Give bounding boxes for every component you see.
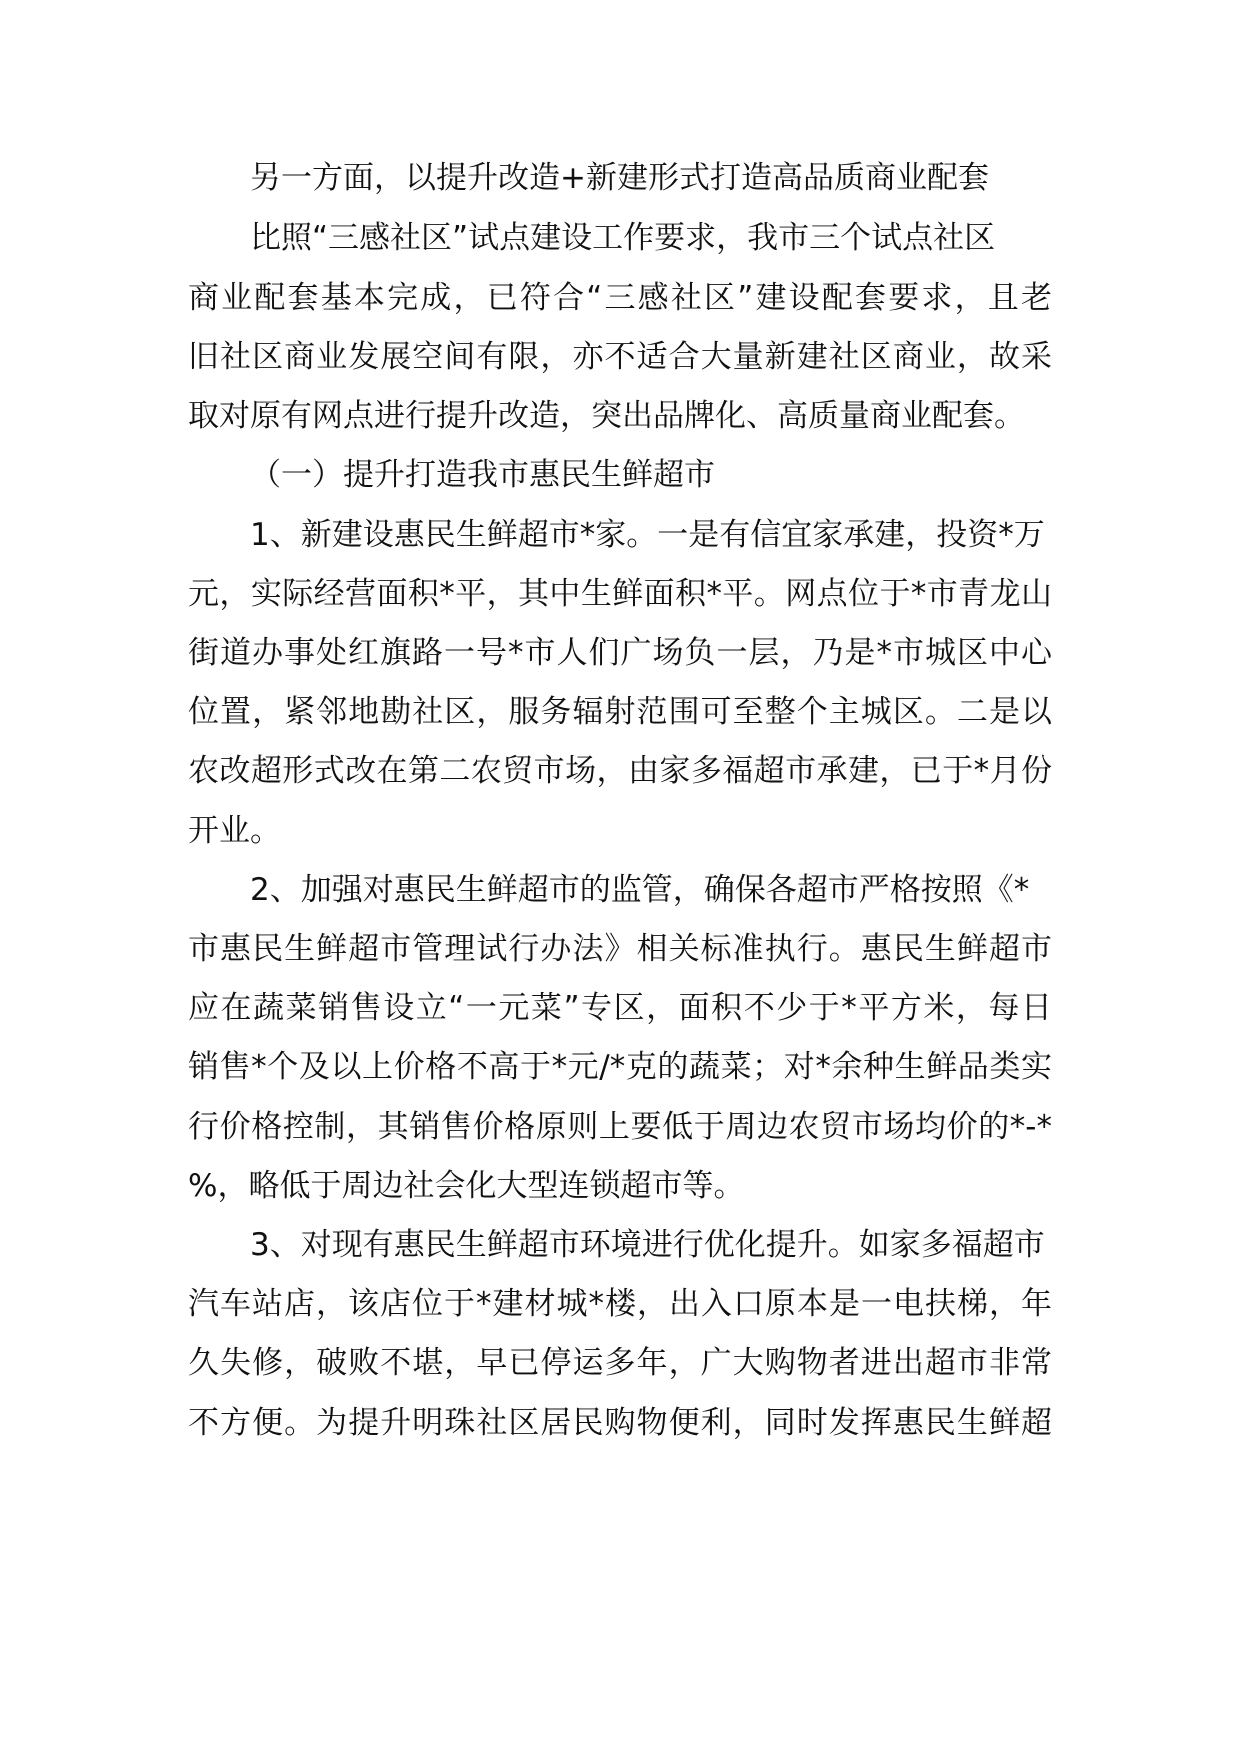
paragraph-line: %，略低于周边社会化大型连锁超市等。 <box>188 1168 745 1204</box>
paragraph-line: 销售*个及以上价格不高于*元/*克的蔬菜；对*余种生鲜品类实 <box>188 1049 1052 1085</box>
paragraph-line: 另一方面，以提升改造+新建形式打造高品质商业配套 <box>250 160 989 196</box>
paragraph-line: 3、对现有惠民生鲜超市环境进行优化提升。如家多福超市 <box>250 1227 1045 1263</box>
paragraph-line: 开业。 <box>188 813 281 849</box>
paragraph-line: 农改超形式改在第二农贸市场，由家多福超市承建，已于*月份 <box>188 753 1052 789</box>
paragraph-line: 商业配套基本完成，已符合“三感社区”建设配套要求，且老 <box>188 280 1052 316</box>
paragraph-line: 位置，紧邻地勘社区，服务辐射范围可至整个主城区。二是以 <box>188 694 1052 730</box>
paragraph-line: 行价格控制，其销售价格原则上要低于周边农贸市场均价的*-* <box>188 1109 1052 1145</box>
paragraph-line: 应在蔬菜销售设立“一元菜”专区，面积不少于*平方米，每日 <box>188 990 1052 1026</box>
paragraph-line: 街道办事处红旗路一号*市人们广场负一层，乃是*市城区中心 <box>188 635 1052 671</box>
paragraph-line: 2、加强对惠民生鲜超市的监管，确保各超市严格按照《* <box>250 872 1030 908</box>
paragraph-line: 汽车站店，该店位于*建材城*楼，出入口原本是一电扶梯，年 <box>188 1286 1052 1322</box>
paragraph-line: 比照“三感社区”试点建设工作要求，我市三个试点社区 <box>250 220 996 256</box>
paragraph-line: 市惠民生鲜超市管理试行办法》相关标准执行。惠民生鲜超市 <box>188 931 1052 967</box>
paragraph-line: 旧社区商业发展空间有限，亦不适合大量新建社区商业，故采 <box>188 339 1052 375</box>
paragraph-line: 取对原有网点进行提升改造，突出品牌化、高质量商业配套。 <box>188 398 1025 434</box>
paragraph-line: 不方便。为提升明珠社区居民购物便利，同时发挥惠民生鲜超 <box>188 1405 1052 1441</box>
section-heading: （一）提升打造我市惠民生鲜超市 <box>250 457 715 493</box>
paragraph-line: 1、新建设惠民生鲜超市*家。一是有信宜家承建，投资*万 <box>250 517 1045 553</box>
paragraph-line: 久失修，破败不堪，早已停运多年，广大购物者进出超市非常 <box>188 1345 1052 1381</box>
paragraph-line: 元，实际经营面积*平，其中生鲜面积*平。网点位于*市青龙山 <box>188 576 1052 612</box>
